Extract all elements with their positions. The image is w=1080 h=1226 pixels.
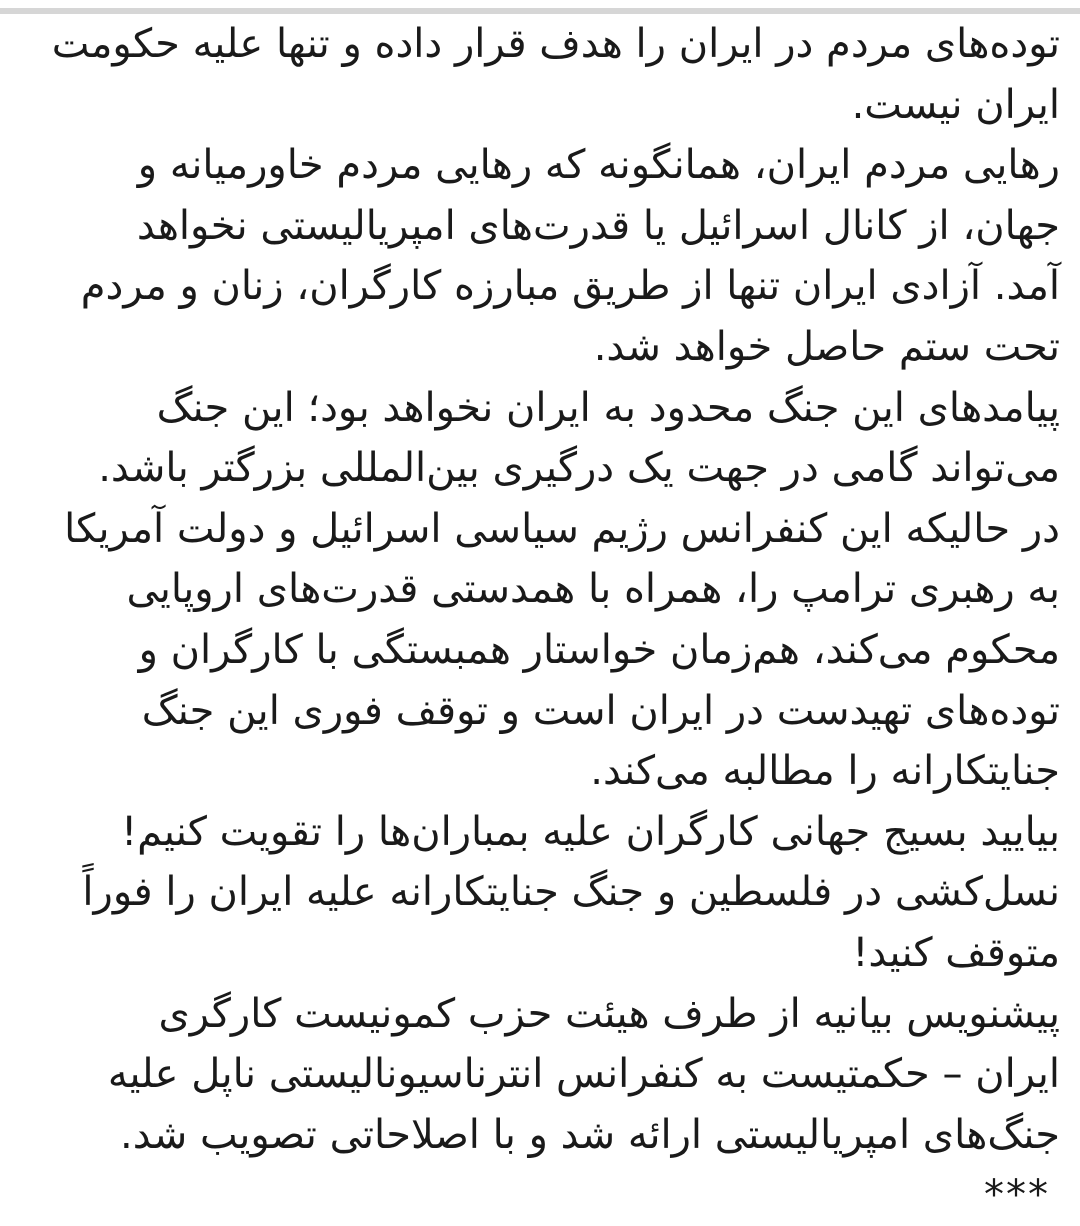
- paragraph-4: [30, 499, 1060, 802]
- text-line: در حالیکه این کنفرانس رژیم سیاسی اسرائیل و دولت آمریکا: [64, 505, 1060, 552]
- text-line: رهایی مردم ایران، همانگونه که رهایی مردم خاورمیانه و: [137, 142, 1060, 189]
- paragraph-3: [30, 378, 1060, 499]
- text-line: ایران نیست.: [851, 81, 1060, 128]
- text-line: به رهبری ترامپ را، همراه با همدستی قدرت‌های اروپایی: [126, 566, 1060, 613]
- paragraph-6: [30, 984, 1060, 1166]
- text-line: می‌تواند گامی در جهت یک درگیری بین‌المللی بزرگتر باشد.: [98, 445, 1060, 492]
- text-line: تحت ستم حاصل خواهد شد.: [593, 323, 1060, 370]
- text-line: جنگ‌های امپریالیستی ارائه شد و با اصلاحاتی تصویب شد.: [120, 1111, 1060, 1158]
- text-line: محکوم می‌کند، هم‌زمان خواستار همبستگی با کارگران و: [138, 626, 1060, 673]
- text-line: بیایید بسیج جهانی کارگران علیه بمباران‌ها را تقویت کنیم!: [121, 808, 1060, 855]
- paragraph-2: [30, 135, 1060, 377]
- text-line: متوقف کنید!: [852, 929, 1060, 976]
- text-line: ایران – حکمتیست به کنفرانس انترناسیونالیستی ناپل علیه: [107, 1051, 1060, 1098]
- text-line: نسل‌کشی در فلسطین و جنگ جنایتکارانه علیه ایران را فوراً: [82, 869, 1060, 916]
- text-line: جهان، از کانال اسرائیل یا قدرت‌های امپریالیستی نخواهد: [136, 202, 1060, 249]
- end-mark: ***: [984, 1172, 1050, 1219]
- paragraph-5: [30, 802, 1060, 984]
- text-line: جنایتکارانه را مطالبه می‌کند.: [590, 748, 1060, 795]
- text-line: آمد. آزادی ایران تنها از طریق مبارزه کارگران، زنان و مردم: [80, 263, 1060, 310]
- text-line: پیامدهای این جنگ محدود به ایران نخواهد بود؛ این جنگ: [156, 384, 1060, 431]
- statement-text: [30, 14, 1060, 1226]
- paragraph-1: [30, 14, 1060, 135]
- text-line: پیشنویس بیانیه از طرف هیئت حزب کمونیست کارگری: [158, 990, 1060, 1037]
- text-line: توده‌های مردم در ایران را هدف قرار داده و تنها علیه حکومت: [51, 21, 1060, 67]
- text-line: توده‌های تهیدست در ایران است و توقف فوری این جنگ: [141, 687, 1060, 734]
